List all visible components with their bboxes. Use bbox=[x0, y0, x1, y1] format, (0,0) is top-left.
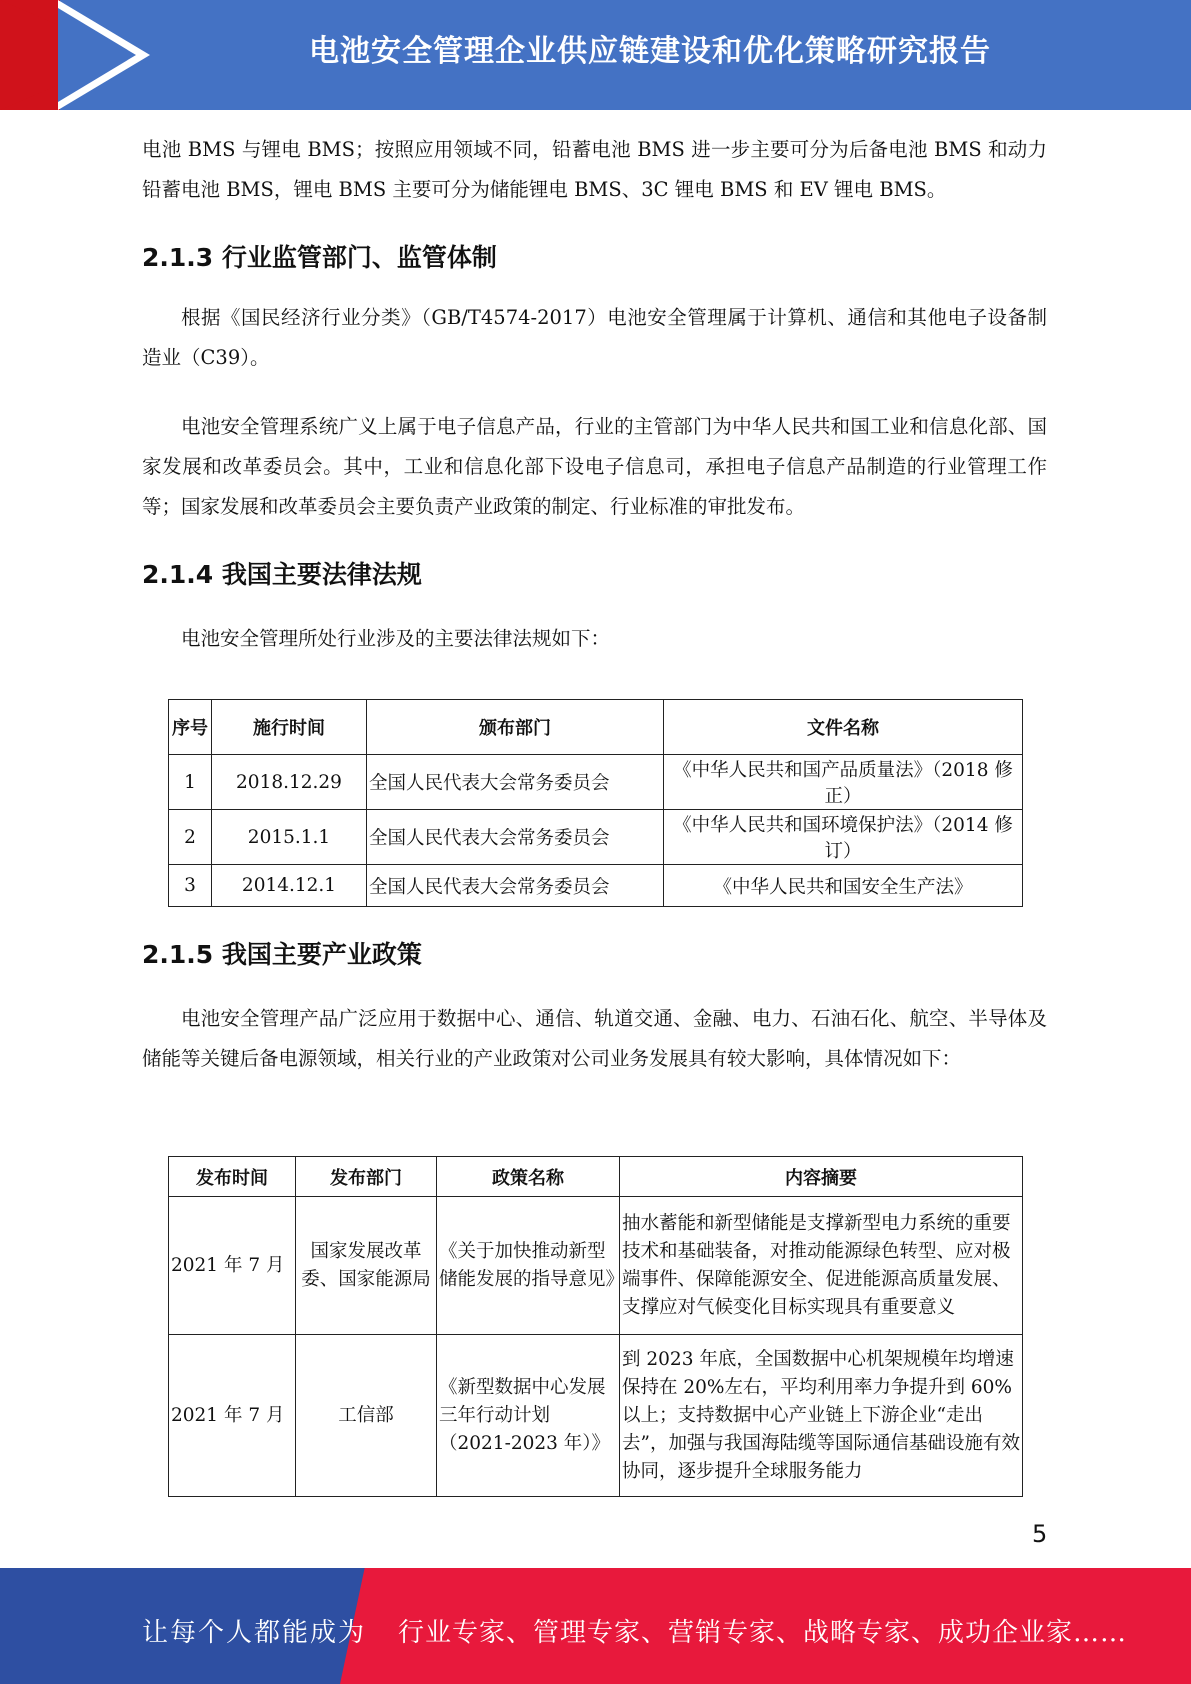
policy-cell-date: 2021 年 7 月 bbox=[169, 1335, 296, 1497]
law-table-header-row bbox=[169, 700, 1023, 755]
table-row bbox=[169, 810, 1023, 865]
table-row bbox=[169, 865, 1023, 907]
table-row bbox=[169, 755, 1023, 810]
paragraph-2-1-5: 电池安全管理产品广泛应用于数据中心、通信、轨道交通、金融、电力、石油石化、航空、半导体及储能等关键后备电源领域，相关行业的产业政策对公司业务发展具有较大影响，具体情况如下： bbox=[142, 1007, 1047, 1070]
policy-cell-summary: 到 2023 年底，全国数据中心机架规模年均增速保持在 20%左右，平均利用率力争提升到 60%以上；支持数据中心产业链上下游企业“走出去”，加强与我国海陆缆等国际通信基础设施有效协同，逐步提升全球服务能力 bbox=[620, 1335, 1023, 1497]
law-cell-dept: 全国人民代表大会常务委员会 bbox=[367, 755, 664, 810]
policy-cell-dept: 国家发展改革委、国家能源局 bbox=[296, 1197, 437, 1335]
policy-header-name: 政策名称 bbox=[437, 1157, 620, 1197]
page-footer bbox=[0, 1568, 1191, 1684]
policy-header-dept: 发布部门 bbox=[296, 1157, 437, 1197]
law-header-index: 序号 bbox=[169, 700, 212, 755]
law-cell-doc: 《中华人民共和国环境保护法》（2014 修订） bbox=[664, 810, 1023, 865]
heading-2-1-5: 2.1.5 我国主要产业政策 bbox=[142, 940, 422, 969]
law-cell-index: 3 bbox=[169, 865, 212, 907]
law-cell-dept: 全国人民代表大会常务委员会 bbox=[367, 810, 664, 865]
main-content bbox=[142, 130, 1047, 659]
policy-table bbox=[168, 1156, 1023, 1497]
policy-table-header-row bbox=[169, 1157, 1023, 1197]
policy-header-summary: 内容摘要 bbox=[620, 1157, 1023, 1197]
law-cell-doc: 《中华人民共和国安全生产法》 bbox=[664, 865, 1023, 907]
policy-cell-name: 《新型数据中心发展三年行动计划（2021-2023 年）》 bbox=[437, 1335, 620, 1497]
footer-slogan-left: 让每个人都能成为 bbox=[142, 1618, 367, 1648]
header-chevron-inner bbox=[58, 8, 136, 102]
law-cell-date: 2018.12.29 bbox=[212, 755, 367, 810]
policy-cell-date: 2021 年 7 月 bbox=[169, 1197, 296, 1335]
table-row bbox=[169, 1335, 1023, 1497]
law-cell-date: 2015.1.1 bbox=[212, 810, 367, 865]
law-header-doc: 文件名称 bbox=[664, 700, 1023, 755]
heading-2-1-4: 2.1.4 我国主要法律法规 bbox=[142, 560, 422, 589]
law-cell-doc: 《中华人民共和国产品质量法》（2018 修正） bbox=[664, 755, 1023, 810]
law-header-date: 施行时间 bbox=[212, 700, 367, 755]
law-header-dept: 颁布部门 bbox=[367, 700, 664, 755]
section-2-1-5 bbox=[142, 935, 1047, 1079]
law-cell-index: 1 bbox=[169, 755, 212, 810]
law-cell-index: 2 bbox=[169, 810, 212, 865]
paragraph-2-1-4: 电池安全管理所处行业涉及的主要法律法规如下： bbox=[181, 627, 611, 650]
footer-slogan-right: 行业专家、管理专家、营销专家、战略专家、成功企业家…… bbox=[398, 1618, 1128, 1648]
paragraph-2-1-3-a: 根据《国民经济行业分类》（GB/T4574-2017）电池安全管理属于计算机、通信和其他电子设备制造业（C39）。 bbox=[142, 306, 1047, 369]
law-cell-dept: 全国人民代表大会常务委员会 bbox=[367, 865, 664, 907]
policy-cell-summary: 抽水蓄能和新型储能是支撑新型电力系统的重要技术和基础装备，对推动能源绿色转型、应对极端事件、保障能源安全、促进能源高质量发展、支撑应对气候变化目标实现具有重要意义 bbox=[620, 1197, 1023, 1335]
table-row bbox=[169, 1197, 1023, 1335]
heading-2-1-3: 2.1.3 行业监管部门、监管体制 bbox=[142, 243, 497, 272]
policy-cell-name: 《关于加快推动新型储能发展的指导意见》 bbox=[437, 1197, 620, 1335]
page-number: 5 bbox=[1032, 1520, 1048, 1548]
header-title: 电池安全管理企业供应链建设和优化策略研究报告 bbox=[309, 34, 991, 69]
intro-paragraph: 电池 BMS 与锂电 BMS；按照应用领域不同，铅蓄电池 BMS 进一步主要可分为后备电池 BMS 和动力铅蓄电池 BMS，锂电 BMS 主要可分为储能锂电 BMS、3C 锂电 BMS 和 EV 锂电 BMS。 bbox=[142, 138, 1047, 201]
policy-header-date: 发布时间 bbox=[169, 1157, 296, 1197]
page-header bbox=[0, 0, 1191, 110]
paragraph-2-1-3-b: 电池安全管理系统广义上属于电子信息产品，行业的主管部门为中华人民共和国工业和信息化部、国家发展和改革委员会。其中，工业和信息化部下设电子信息司，承担电子信息产品制造的行业管理工作等；国家发展和改革委员会主要负责产业政策的制定、行业标准的审批发布。 bbox=[142, 415, 1047, 518]
law-table bbox=[168, 699, 1023, 907]
law-cell-date: 2014.12.1 bbox=[212, 865, 367, 907]
policy-cell-dept: 工信部 bbox=[296, 1335, 437, 1497]
